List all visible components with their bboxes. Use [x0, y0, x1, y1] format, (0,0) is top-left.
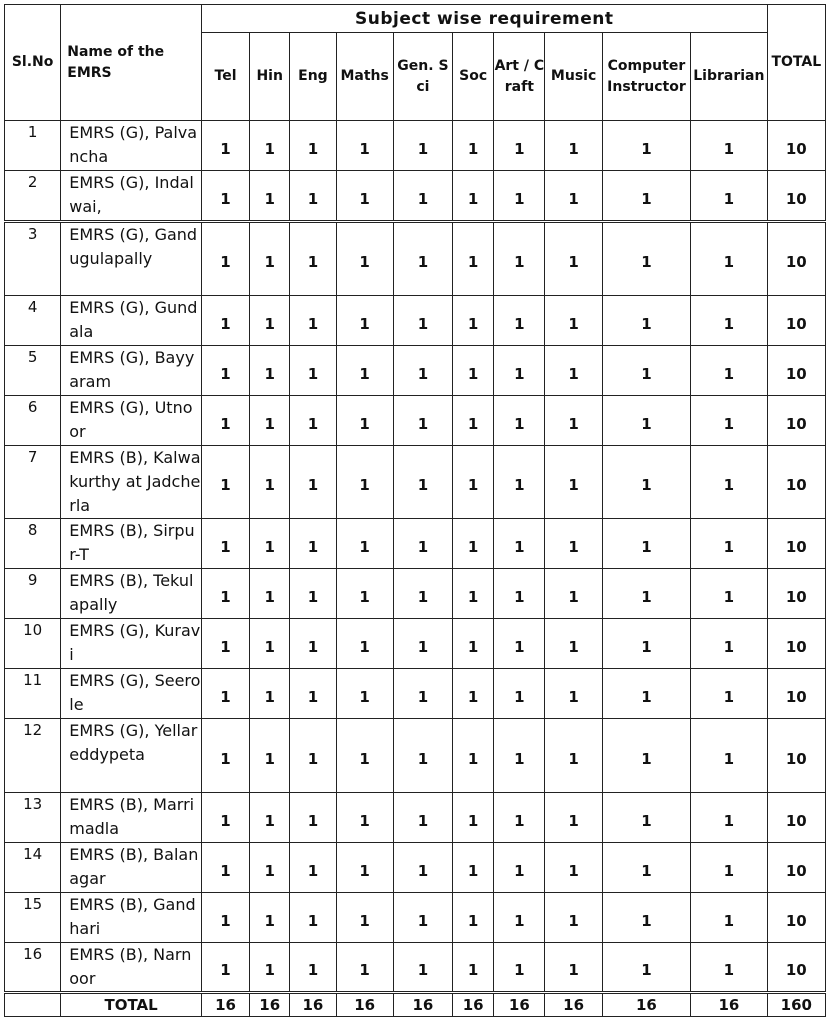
row-total: 10: [767, 719, 825, 793]
row-total: 10: [767, 346, 825, 396]
subject-count: 1: [201, 619, 249, 669]
subject-count: 1: [393, 171, 452, 222]
row-total: 10: [767, 843, 825, 893]
subject-count: 1: [494, 396, 545, 446]
subject-count: 1: [453, 171, 494, 222]
subject-count: 1: [250, 519, 290, 569]
table-row: [5, 719, 826, 793]
subject-count: 1: [290, 171, 336, 222]
subject-count: 1: [691, 619, 767, 669]
subject-count: 1: [290, 619, 336, 669]
header-subject: Eng: [290, 33, 336, 121]
subject-count: 1: [691, 121, 767, 171]
subject-count: 1: [336, 121, 393, 171]
school-name: EMRS (B), Kalwakurthy at Jadcherla: [61, 446, 202, 519]
school-name: EMRS (B), Tekulapally: [61, 569, 202, 619]
subject-count: 1: [453, 619, 494, 669]
subject-count: 1: [201, 669, 249, 719]
subject-count: 1: [602, 222, 690, 296]
grand-total: 160: [767, 993, 825, 1017]
subject-count: 1: [290, 793, 336, 843]
emrs-requirement-table: [4, 4, 826, 1017]
subject-count: 1: [602, 719, 690, 793]
subject-count: 1: [393, 943, 452, 993]
serial-number: 1: [5, 121, 61, 171]
table-row: [5, 793, 826, 843]
subject-total: 16: [250, 993, 290, 1017]
subject-total: 16: [201, 993, 249, 1017]
subject-count: 1: [545, 793, 602, 843]
subject-count: 1: [336, 171, 393, 222]
school-name: EMRS (G), Bayyaram: [61, 346, 202, 396]
subject-total: 16: [453, 993, 494, 1017]
subject-count: 1: [250, 121, 290, 171]
subject-count: 1: [691, 396, 767, 446]
row-total: 10: [767, 519, 825, 569]
serial-number: 8: [5, 519, 61, 569]
subject-count: 1: [250, 446, 290, 519]
subject-count: 1: [453, 793, 494, 843]
subject-count: 1: [602, 121, 690, 171]
serial-number: 13: [5, 793, 61, 843]
header-total: TOTAL: [767, 5, 825, 121]
header-slno: Sl.No: [5, 5, 61, 121]
subject-count: 1: [201, 843, 249, 893]
subject-count: 1: [602, 619, 690, 669]
subject-count: 1: [393, 669, 452, 719]
subject-count: 1: [494, 619, 545, 669]
subject-count: 1: [602, 171, 690, 222]
subject-total: 16: [290, 993, 336, 1017]
header-subject: Art / Craft: [494, 33, 545, 121]
table-row: [5, 171, 826, 222]
subject-count: 1: [336, 396, 393, 446]
subject-count: 1: [691, 171, 767, 222]
school-name: EMRS (G), Palvancha: [61, 121, 202, 171]
subject-count: 1: [453, 669, 494, 719]
subject-count: 1: [691, 669, 767, 719]
subject-count: 1: [453, 893, 494, 943]
subject-count: 1: [250, 346, 290, 396]
subject-count: 1: [691, 446, 767, 519]
subject-count: 1: [336, 619, 393, 669]
subject-count: 1: [290, 843, 336, 893]
row-total: 10: [767, 893, 825, 943]
subject-count: 1: [494, 519, 545, 569]
subject-count: 1: [290, 222, 336, 296]
subject-count: 1: [494, 793, 545, 843]
subject-count: 1: [494, 843, 545, 893]
table-row: [5, 222, 826, 296]
subject-count: 1: [336, 843, 393, 893]
subject-count: 1: [393, 121, 452, 171]
serial-number: 7: [5, 446, 61, 519]
subject-count: 1: [602, 843, 690, 893]
row-total: 10: [767, 619, 825, 669]
row-total: 10: [767, 171, 825, 222]
subject-count: 1: [201, 346, 249, 396]
subject-count: 1: [250, 943, 290, 993]
subject-count: 1: [290, 943, 336, 993]
school-name: EMRS (G), Indalwai,: [61, 171, 202, 222]
school-name: EMRS (G), Gandugulapally: [61, 222, 202, 296]
subject-count: 1: [494, 121, 545, 171]
subject-count: 1: [494, 222, 545, 296]
totals-row: [5, 993, 826, 1017]
subject-count: 1: [201, 121, 249, 171]
subject-count: 1: [602, 793, 690, 843]
subject-count: 1: [545, 619, 602, 669]
subject-count: 1: [201, 446, 249, 519]
row-total: 10: [767, 943, 825, 993]
table-row: [5, 943, 826, 993]
subject-count: 1: [250, 569, 290, 619]
subject-count: 1: [250, 669, 290, 719]
subject-count: 1: [393, 569, 452, 619]
subject-count: 1: [494, 893, 545, 943]
subject-count: 1: [336, 943, 393, 993]
serial-number: 16: [5, 943, 61, 993]
subject-count: 1: [691, 222, 767, 296]
subject-count: 1: [201, 296, 249, 346]
subject-count: 1: [545, 121, 602, 171]
subject-count: 1: [290, 669, 336, 719]
subject-count: 1: [691, 943, 767, 993]
header-subject: Tel: [201, 33, 249, 121]
subject-count: 1: [453, 396, 494, 446]
subject-count: 1: [393, 222, 452, 296]
subject-count: 1: [494, 943, 545, 993]
subject-count: 1: [290, 893, 336, 943]
subject-total: 16: [545, 993, 602, 1017]
school-name: EMRS (B), Marrimadla: [61, 793, 202, 843]
subject-count: 1: [336, 669, 393, 719]
subject-count: 1: [290, 346, 336, 396]
subject-count: 1: [250, 396, 290, 446]
serial-number: 9: [5, 569, 61, 619]
subject-count: 1: [336, 793, 393, 843]
subject-count: 1: [201, 396, 249, 446]
subject-count: 1: [691, 719, 767, 793]
subject-count: 1: [602, 296, 690, 346]
subject-count: 1: [602, 396, 690, 446]
subject-count: 1: [545, 519, 602, 569]
subject-total: 16: [336, 993, 393, 1017]
subject-count: 1: [453, 296, 494, 346]
school-name: EMRS (B), Balanagar: [61, 843, 202, 893]
subject-count: 1: [545, 171, 602, 222]
subject-count: 1: [691, 793, 767, 843]
subject-count: 1: [290, 519, 336, 569]
subject-count: 1: [393, 893, 452, 943]
subject-count: 1: [545, 222, 602, 296]
subject-count: 1: [250, 619, 290, 669]
table-row: [5, 121, 826, 171]
subject-count: 1: [453, 121, 494, 171]
subject-total: 16: [602, 993, 690, 1017]
subject-total: 16: [691, 993, 767, 1017]
serial-number: 3: [5, 222, 61, 296]
school-name: EMRS (G), Yellareddypeta: [61, 719, 202, 793]
subject-count: 1: [494, 719, 545, 793]
subject-count: 1: [201, 222, 249, 296]
subject-count: 1: [545, 346, 602, 396]
school-name: EMRS (G), Gundala: [61, 296, 202, 346]
subject-count: 1: [393, 446, 452, 519]
school-name: EMRS (B), Narnoor: [61, 943, 202, 993]
subject-count: 1: [201, 793, 249, 843]
subject-total: 16: [494, 993, 545, 1017]
row-total: 10: [767, 396, 825, 446]
totals-label: TOTAL: [61, 993, 202, 1017]
subject-count: 1: [250, 222, 290, 296]
serial-number: 2: [5, 171, 61, 222]
subject-total: 16: [393, 993, 452, 1017]
table-row: [5, 669, 826, 719]
subject-count: 1: [201, 893, 249, 943]
subject-count: 1: [201, 171, 249, 222]
subject-count: 1: [250, 296, 290, 346]
subject-count: 1: [290, 446, 336, 519]
subject-count: 1: [393, 619, 452, 669]
subject-count: 1: [453, 446, 494, 519]
subject-count: 1: [453, 222, 494, 296]
subject-count: 1: [602, 669, 690, 719]
subject-count: 1: [201, 569, 249, 619]
table-row: [5, 346, 826, 396]
subject-count: 1: [545, 569, 602, 619]
subject-count: 1: [290, 396, 336, 446]
serial-number: 14: [5, 843, 61, 893]
subject-count: 1: [545, 943, 602, 993]
subject-count: 1: [453, 519, 494, 569]
subject-count: 1: [250, 893, 290, 943]
subject-count: 1: [453, 346, 494, 396]
table-row: [5, 296, 826, 346]
subject-count: 1: [453, 843, 494, 893]
school-name: EMRS (G), Kuravi: [61, 619, 202, 669]
subject-count: 1: [545, 669, 602, 719]
subject-count: 1: [250, 171, 290, 222]
totals-blank-cell: [5, 993, 61, 1017]
subject-count: 1: [602, 943, 690, 993]
subject-count: 1: [691, 296, 767, 346]
subject-count: 1: [250, 719, 290, 793]
subject-count: 1: [494, 569, 545, 619]
subject-count: 1: [201, 943, 249, 993]
subject-count: 1: [290, 719, 336, 793]
header-subject: Hin: [250, 33, 290, 121]
row-total: 10: [767, 296, 825, 346]
subject-count: 1: [336, 893, 393, 943]
school-name: EMRS (B), Gandhari: [61, 893, 202, 943]
row-total: 10: [767, 569, 825, 619]
subject-count: 1: [691, 569, 767, 619]
subject-count: 1: [545, 893, 602, 943]
header-subject: Maths: [336, 33, 393, 121]
subject-count: 1: [494, 446, 545, 519]
subject-count: 1: [393, 843, 452, 893]
serial-number: 5: [5, 346, 61, 396]
serial-number: 10: [5, 619, 61, 669]
subject-count: 1: [250, 793, 290, 843]
school-name: EMRS (G), Seerole: [61, 669, 202, 719]
subject-count: 1: [336, 346, 393, 396]
table-row: [5, 396, 826, 446]
subject-count: 1: [290, 569, 336, 619]
subject-count: 1: [336, 222, 393, 296]
subject-count: 1: [453, 569, 494, 619]
subject-count: 1: [691, 519, 767, 569]
row-total: 10: [767, 446, 825, 519]
subject-count: 1: [201, 519, 249, 569]
row-total: 10: [767, 222, 825, 296]
subject-count: 1: [393, 346, 452, 396]
header-subject: Gen. Sci: [393, 33, 452, 121]
subject-count: 1: [494, 171, 545, 222]
subject-count: 1: [336, 446, 393, 519]
subject-count: 1: [545, 446, 602, 519]
subject-count: 1: [336, 296, 393, 346]
subject-count: 1: [691, 843, 767, 893]
header-subject-group: Subject wise requirement: [201, 5, 767, 33]
serial-number: 15: [5, 893, 61, 943]
document-page: [4, 4, 826, 1017]
header-subject: Librarian: [691, 33, 767, 121]
header-subject: Soc: [453, 33, 494, 121]
subject-count: 1: [602, 569, 690, 619]
subject-count: 1: [545, 296, 602, 346]
serial-number: 6: [5, 396, 61, 446]
subject-count: 1: [336, 519, 393, 569]
subject-count: 1: [494, 669, 545, 719]
table-row: [5, 569, 826, 619]
subject-count: 1: [393, 719, 452, 793]
row-total: 10: [767, 121, 825, 171]
subject-count: 1: [691, 893, 767, 943]
subject-count: 1: [201, 719, 249, 793]
serial-number: 12: [5, 719, 61, 793]
row-total: 10: [767, 793, 825, 843]
subject-count: 1: [453, 719, 494, 793]
school-name: EMRS (B), Sirpur-T: [61, 519, 202, 569]
subject-count: 1: [336, 719, 393, 793]
subject-count: 1: [494, 346, 545, 396]
header-name: Name of the EMRS: [61, 5, 202, 121]
subject-count: 1: [545, 719, 602, 793]
school-name: EMRS (G), Utnoor: [61, 396, 202, 446]
subject-count: 1: [250, 843, 290, 893]
subject-count: 1: [393, 396, 452, 446]
subject-count: 1: [453, 943, 494, 993]
subject-count: 1: [393, 793, 452, 843]
subject-count: 1: [290, 296, 336, 346]
row-total: 10: [767, 669, 825, 719]
subject-count: 1: [602, 519, 690, 569]
subject-count: 1: [393, 296, 452, 346]
table-row: [5, 619, 826, 669]
table-row: [5, 446, 826, 519]
subject-count: 1: [336, 569, 393, 619]
subject-count: 1: [602, 446, 690, 519]
serial-number: 4: [5, 296, 61, 346]
subject-count: 1: [545, 396, 602, 446]
table-row: [5, 843, 826, 893]
subject-count: 1: [691, 346, 767, 396]
subject-count: 1: [602, 346, 690, 396]
header-subject: Music: [545, 33, 602, 121]
table-row: [5, 893, 826, 943]
subject-count: 1: [393, 519, 452, 569]
serial-number: 11: [5, 669, 61, 719]
table-row: [5, 519, 826, 569]
subject-count: 1: [545, 843, 602, 893]
subject-count: 1: [290, 121, 336, 171]
header-subject: Computer Instructor: [602, 33, 690, 121]
subject-count: 1: [602, 893, 690, 943]
subject-count: 1: [494, 296, 545, 346]
